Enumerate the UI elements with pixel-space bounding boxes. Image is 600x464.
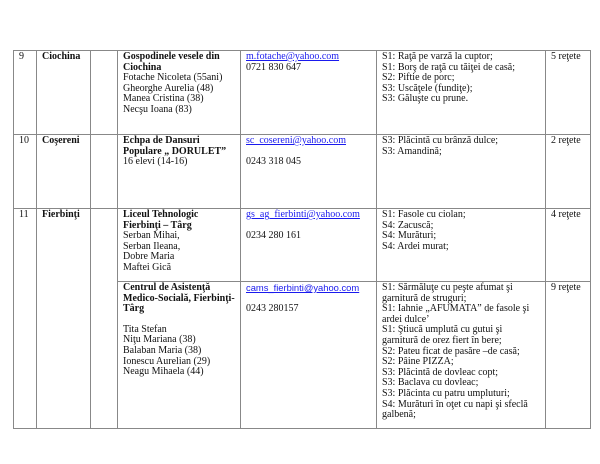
recipe-item: S3: Amandină; — [382, 145, 442, 157]
locality: Fierbinţi — [37, 209, 91, 429]
recipe-item: S1: Fasole cu ciolan; — [382, 209, 466, 220]
recipe-count: 2 reţete — [546, 135, 591, 209]
member: Dobre Maria — [123, 251, 175, 263]
recipes-table — [13, 50, 591, 429]
recipes-cell — [377, 209, 546, 282]
email-link[interactable]: sc_cosereni@yahoo.com — [246, 135, 347, 146]
recipes-cell — [377, 282, 546, 429]
group-name: Gospodinele vesele din Ciochina — [123, 51, 220, 73]
contact-cell — [241, 209, 377, 282]
recipe-item: S4: Murături în oţet cu napi şi sfeclă galbenă; — [382, 398, 528, 421]
recipe-item: S4: Murături; — [382, 230, 437, 242]
email-link[interactable]: gs_ag_fierbinti@yahoo.com — [246, 209, 360, 220]
recipe-item: S1: Raţă pe varză la cuptor; — [382, 51, 493, 62]
recipe-count: 4 reţete — [546, 209, 591, 282]
recipe-item: S3: Plăcinta cu patru umpluturi; — [382, 387, 510, 399]
row-number: 10 — [14, 135, 37, 209]
row-number: 9 — [14, 51, 37, 135]
table-row — [14, 209, 591, 282]
email-link[interactable]: cams_fierbinti@yahoo.com — [246, 282, 360, 293]
member: Gheorghe Aurelia (48) — [123, 82, 214, 94]
member: Maftei Gică — [123, 261, 172, 273]
recipe-count: 5 reţete — [546, 51, 591, 135]
group-name: Liceul Tehnologic Fierbinţi – Târg — [123, 209, 199, 231]
member: Serban Mihai, — [123, 230, 180, 242]
member: Niţu Mariana (38) — [123, 334, 196, 346]
recipe-item: S1: Sărmăluţe cu peşte afumat şi garnitură de struguri; — [382, 282, 513, 304]
recipe-item: S2: Pateu ficat de pasăre –de casă; — [382, 345, 520, 357]
phone: 0243 280157 — [246, 302, 299, 314]
recipes-cell — [377, 135, 546, 209]
phone: 0721 830 647 — [246, 61, 301, 73]
row-number: 11 — [14, 209, 37, 429]
table-row — [14, 51, 591, 135]
recipe-item: S4: Zacuscă; — [382, 219, 434, 231]
locality: Ciochina — [37, 51, 91, 135]
recipe-item: S2: Piftie de porc; — [382, 72, 455, 84]
recipe-item: S2: Pâine PIZZA; — [382, 356, 454, 368]
contact-cell — [241, 135, 377, 209]
recipe-item: S3: Uscăţele (fundiţe); — [382, 82, 473, 94]
member: Neagu Mihaela (44) — [123, 366, 204, 378]
recipe-count: 9 reţete — [546, 282, 591, 429]
group-cell — [118, 209, 241, 282]
recipe-item: S4: Ardei murat; — [382, 240, 449, 252]
group-cell — [118, 282, 241, 429]
member: Fotache Nicoleta (55ani) — [123, 72, 223, 84]
recipe-item: S1: Ştiucă umplută cu gutui şi garnitură de orez fiert în bere; — [382, 324, 503, 346]
member: Ionescu Aurelian (29) — [123, 355, 211, 367]
empty-cell — [91, 51, 118, 135]
recipe-item: S3: Găluşte cu prune. — [382, 93, 469, 105]
recipes-cell — [377, 51, 546, 135]
group-name: Centrul de Asistenţă Medico-Socială, Fierbinţi-Târg — [123, 282, 235, 315]
empty-cell — [91, 135, 118, 209]
contact-cell — [241, 282, 377, 429]
recipe-item: S1: Borş de raţă cu tăiţei de casă; — [382, 61, 516, 73]
member: Balaban Maria (38) — [123, 344, 202, 356]
phone: 0234 280 161 — [246, 229, 301, 241]
recipe-item: S1: Iahnie „AFUMATA” de fasole şi ardei dulce’ — [382, 303, 530, 325]
empty-cell — [91, 209, 118, 429]
member: 16 elevi (14-16) — [123, 156, 188, 168]
phone: 0243 318 045 — [246, 155, 301, 167]
recipe-item: S3: Plăcintă de dovleac copt; — [382, 366, 499, 378]
member: Necşu Ioana (83) — [123, 103, 192, 115]
group-cell — [118, 135, 241, 209]
group-cell — [118, 51, 241, 135]
email-link[interactable]: m.fotache@yahoo.com — [246, 51, 340, 62]
recipe-item: S3: Plăcintă cu brânză dulce; — [382, 135, 499, 146]
group-name: Echpa de Dansuri Populare „ DORULET” — [123, 135, 227, 157]
member: Tita Stefan — [123, 323, 167, 335]
contact-cell — [241, 51, 377, 135]
member: Serban Ileana, — [123, 240, 181, 252]
table-row — [14, 135, 591, 209]
member: Manea Cristina (38) — [123, 93, 204, 105]
recipe-item: S3: Baclava cu dovleac; — [382, 377, 479, 389]
locality: Coşereni — [37, 135, 91, 209]
